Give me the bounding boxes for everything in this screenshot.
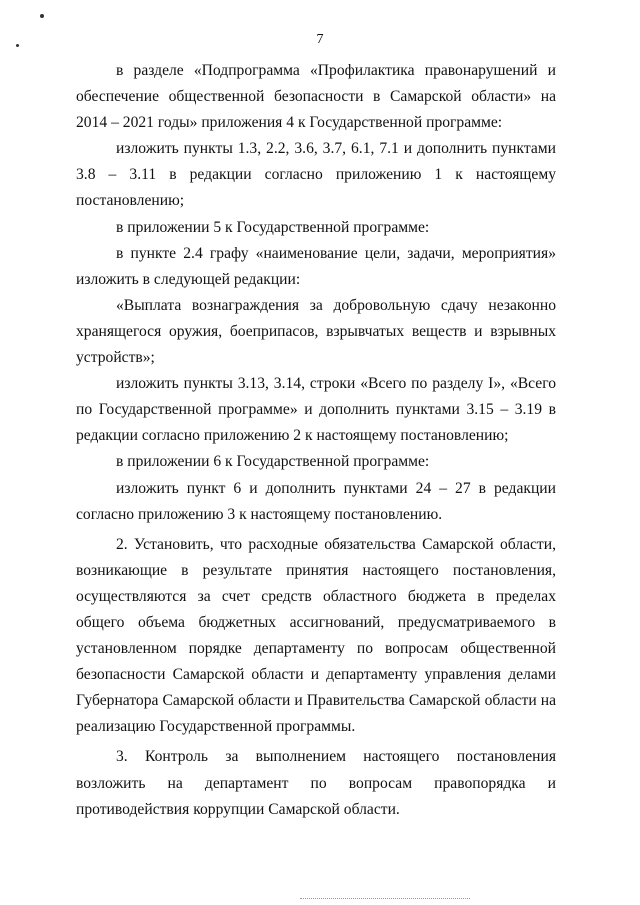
paragraph-state-point-6: изложить пункт 6 и дополнить пунктами 24 – 27 в редакции согласно приложению 3 к настоящему постановлению. [76, 479, 556, 523]
document-body [76, 58, 556, 823]
paragraph-clause-3: 3. Контроль за выполнением настоящего постановления возложить на департамент по вопросам правопорядка и противодействия коррупции Самарской области. [76, 748, 556, 818]
paragraph-state-points-1: изложить пункты 1.3, 2.2, 3.6, 3.7, 6.1, 7.1 и дополнить пунктами 3.8 – 3.11 в редакции согласно приложению 1 к настоящему постановлению; [76, 140, 556, 210]
page-number: 7 [316, 32, 324, 47]
paragraph-clause-2: 2. Установить, что расходные обязательства Самарской области, возникающие в результате принятия настоящего постановления, осуществляются за счет средств областного бюджета в пределах общего объема бюджетных ассигнований, предусматриваемого в установленном порядке департаменту по вопросам общественной безопасности Самарской области и департаменту управления делами Губернатора Самарской области и Правительства Самарской области на реализацию Государственной программы. [76, 535, 556, 736]
scan-dot-mark [40, 14, 44, 18]
paragraph-appendix-5: в приложении 5 к Государственной программе: [116, 218, 430, 236]
paragraph-quote-reward: «Выплата вознаграждения за добровольную сдачу незаконно хранящегося оружия, боеприпасов, взрывчатых веществ и взрывных устройств»; [76, 296, 556, 367]
paragraph-point-2-4: в пункте 2.4 графу «наименование цели, задачи, мероприятия» изложить в следующей редакции: [76, 244, 556, 288]
paragraph-section-subprogram: в разделе «Подпрограмма «Профилактика правонарушений и обеспечение общественной безопасности в Самарской области» на 2014 – 2021 годы» приложения 4 к Государственной программе: [76, 62, 556, 132]
paragraph-state-points-2: изложить пункты 3.13, 3.14, строки «Всего по разделу I», «Всего по Государственной программе» и дополнить пунктами 3.15 – 3.19 в редакции согласно приложению 2 к настоящему постановлению; [76, 375, 556, 445]
paragraph-appendix-6: в приложении 6 к Государственной программе: [116, 453, 430, 471]
scan-edge-line [300, 898, 470, 899]
